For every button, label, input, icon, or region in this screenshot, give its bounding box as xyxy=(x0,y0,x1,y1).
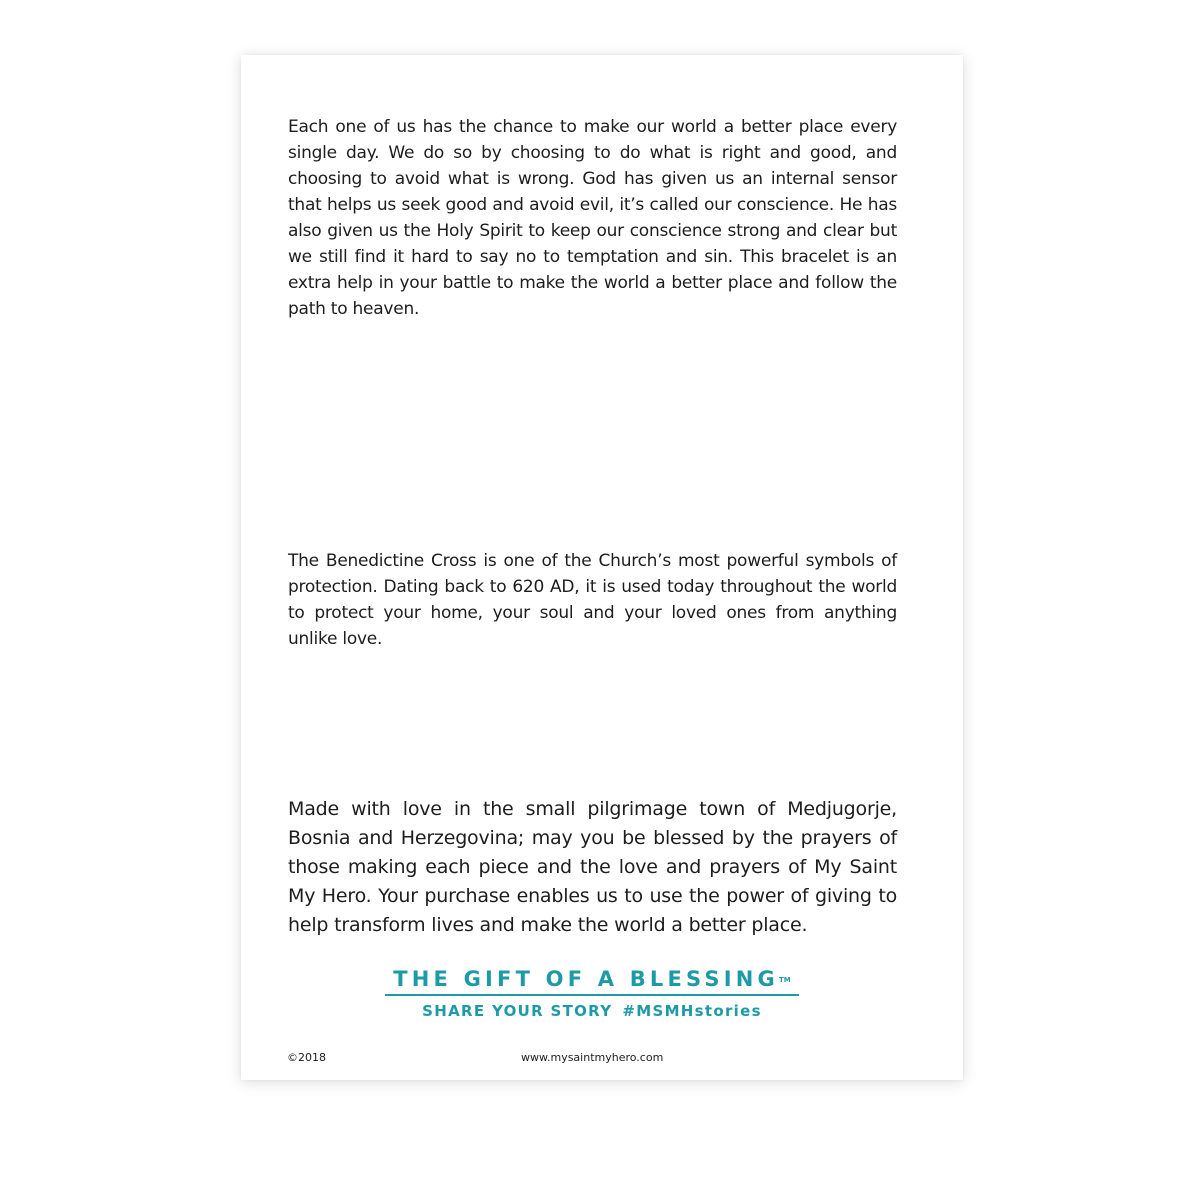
website-url: www.mysaintmyhero.com xyxy=(521,1051,664,1064)
made-with-love-paragraph: Made with love in the small pilgrimage town of Medjugorje, Bosnia and Herzegovina; may you be blessed by the prayers of those making each piece and the love and prayers of My Saint My Hero. Your purchase enables us to use the power of giving to help transform lives and make the world a better place. xyxy=(288,798,897,936)
trademark-mark: TM xyxy=(778,976,791,984)
intro-paragraph: Each one of us has the chance to make our world a better place every single day. We do so by choosing to do what is right and good, and choosing to avoid what is wrong. God has given us an internal sensor that helps us seek good and avoid evil, it’s called our conscience. He has also given us the Holy Spirit to keep our conscience strong and clear but we still find it hard to say no to temptation and sin. This bracelet is an extra help in your battle to make the world a better place and follow the path to heaven. xyxy=(288,117,897,319)
blessing-card xyxy=(241,55,963,1080)
benedictine-cross-paragraph: The Benedictine Cross is one of the Church’s most powerful symbols of protection. Dating back to 620 AD, it is used today throughout the world to protect your home, your soul and your loved ones from anything unlike love. xyxy=(288,551,897,649)
tagline-divider xyxy=(385,994,799,996)
copyright-text: ©2018 xyxy=(287,1051,326,1064)
tagline-block xyxy=(382,966,802,1020)
share-your-story-text: SHARE YOUR STORY xyxy=(422,1001,613,1020)
hashtag-text: #MSMHstories xyxy=(622,1001,762,1020)
tagline-title xyxy=(382,966,802,992)
tagline-subtitle xyxy=(382,1002,802,1020)
tagline-title-text: THE GIFT OF A BLESSING xyxy=(393,967,779,991)
